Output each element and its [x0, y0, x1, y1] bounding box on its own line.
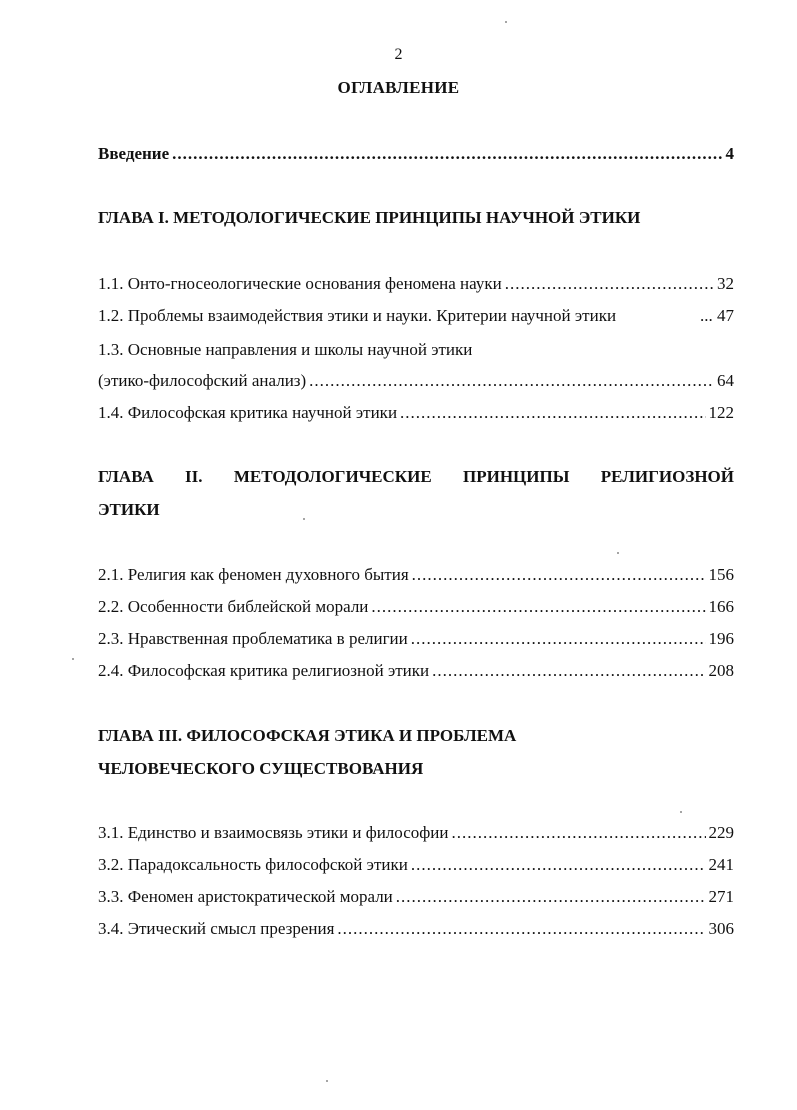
toc-entry-page: 196 — [708, 629, 734, 648]
scan-speck — [505, 21, 507, 23]
toc-entry-label: 3.2. Парадоксальность философской этики — [98, 855, 408, 874]
chapter-3-heading-line2: ЧЕЛОВЕЧЕСКОГО СУЩЕСТВОВАНИЯ — [98, 759, 424, 778]
scan-speck — [326, 1080, 328, 1082]
chapter-2-heading — [98, 467, 734, 487]
toc-entry-label: 2.2. Особенности библейской морали — [98, 597, 369, 616]
toc-entry-1-1 — [98, 274, 734, 294]
scan-speck — [680, 811, 682, 813]
toc-entry-3-2 — [98, 855, 734, 875]
dot-leader — [371, 597, 705, 617]
toc-entry-2-2 — [98, 597, 734, 617]
page-number: 2 — [394, 46, 403, 63]
dot-leader — [505, 274, 714, 294]
dot-leader — [396, 887, 706, 907]
dot-leader — [309, 371, 714, 391]
toc-entry-label: 1.2. Проблемы взаимодействия этики и науки. Критерии научной этики — [98, 306, 617, 325]
scan-speck — [72, 658, 74, 660]
toc-entry-page: ... 47 — [700, 306, 734, 325]
toc-entry-2-1 — [98, 565, 734, 585]
toc-entry-page: 32 — [717, 274, 734, 293]
dot-leader — [400, 403, 705, 423]
dot-leader — [451, 823, 705, 843]
toc-entry-3-4 — [98, 919, 734, 939]
toc-entry-page: 156 — [708, 565, 734, 584]
chapter-3-heading: ГЛАВА III. ФИЛОСОФСКАЯ ЭТИКА И ПРОБЛЕМА — [98, 726, 517, 745]
toc-entry-page: 271 — [708, 887, 734, 906]
toc-entry-page: 122 — [708, 403, 734, 422]
toc-entry-page: 306 — [708, 919, 734, 938]
dot-leader — [337, 919, 705, 939]
toc-entry-page: 166 — [708, 597, 734, 616]
toc-entry-1-2 — [98, 306, 734, 326]
chapter-2-word: РЕЛИГИОЗНОЙ — [600, 467, 734, 486]
chapter-2-word: ПРИНЦИПЫ — [462, 467, 570, 486]
toc-entry-page: 64 — [717, 371, 734, 390]
chapter-2-heading-line2: ЭТИКИ — [98, 500, 160, 519]
toc-entry-page: 208 — [708, 661, 734, 680]
scan-speck — [303, 518, 305, 520]
toc-entry-label: 1.1. Онто-гносеологические основания феномена науки — [98, 274, 502, 293]
scan-speck — [617, 552, 619, 554]
toc-entry-1-4 — [98, 403, 734, 423]
toc-entry-label: 1.4. Философская критика научной этики — [98, 403, 398, 422]
toc-entry-1-3 — [98, 371, 734, 391]
toc-entry-label: 3.3. Феномен аристократической морали — [98, 887, 393, 906]
chapter-2-word: МЕТОДОЛОГИЧЕСКИЕ — [233, 467, 432, 486]
toc-entry-3-3 — [98, 887, 734, 907]
toc-entry-page: 229 — [708, 823, 734, 842]
dot-leader — [412, 565, 706, 585]
toc-entry-1-3-line1: 1.3. Основные направления и школы научной этики — [98, 340, 473, 359]
toc-title: ОГЛАВЛЕНИЕ — [337, 78, 460, 97]
dot-leader — [411, 629, 706, 649]
toc-entry-label: (этико-философский анализ) — [98, 371, 307, 390]
toc-entry-label: 3.1. Единство и взаимосвязь этики и философии — [98, 823, 449, 842]
toc-entry-label: 2.3. Нравственная проблематика в религии — [98, 629, 408, 648]
toc-entry-page: 241 — [708, 855, 734, 874]
dot-leader — [411, 855, 706, 875]
dot-leader — [172, 144, 722, 164]
dot-leader — [432, 661, 705, 681]
chapter-2-word: II. — [185, 467, 203, 486]
toc-entry-label: 3.4. Этический смысл презрения — [98, 919, 335, 938]
toc-entry-label: 2.1. Религия как феномен духовного бытия — [98, 565, 409, 584]
chapter-1-heading: ГЛАВА I. МЕТОДОЛОГИЧЕСКИЕ ПРИНЦИПЫ НАУЧНОЙ ЭТИКИ — [98, 208, 641, 227]
chapter-2-word: ГЛАВА — [98, 467, 154, 486]
toc-entry-label: 2.4. Философская критика религиозной этики — [98, 661, 430, 680]
toc-entry-intro — [98, 144, 734, 164]
toc-entry-2-3 — [98, 629, 734, 649]
toc-entry-3-1 — [98, 823, 734, 843]
toc-entry-label: Введение — [98, 144, 170, 163]
toc-entry-page: 4 — [725, 144, 734, 163]
toc-entry-2-4 — [98, 661, 734, 681]
